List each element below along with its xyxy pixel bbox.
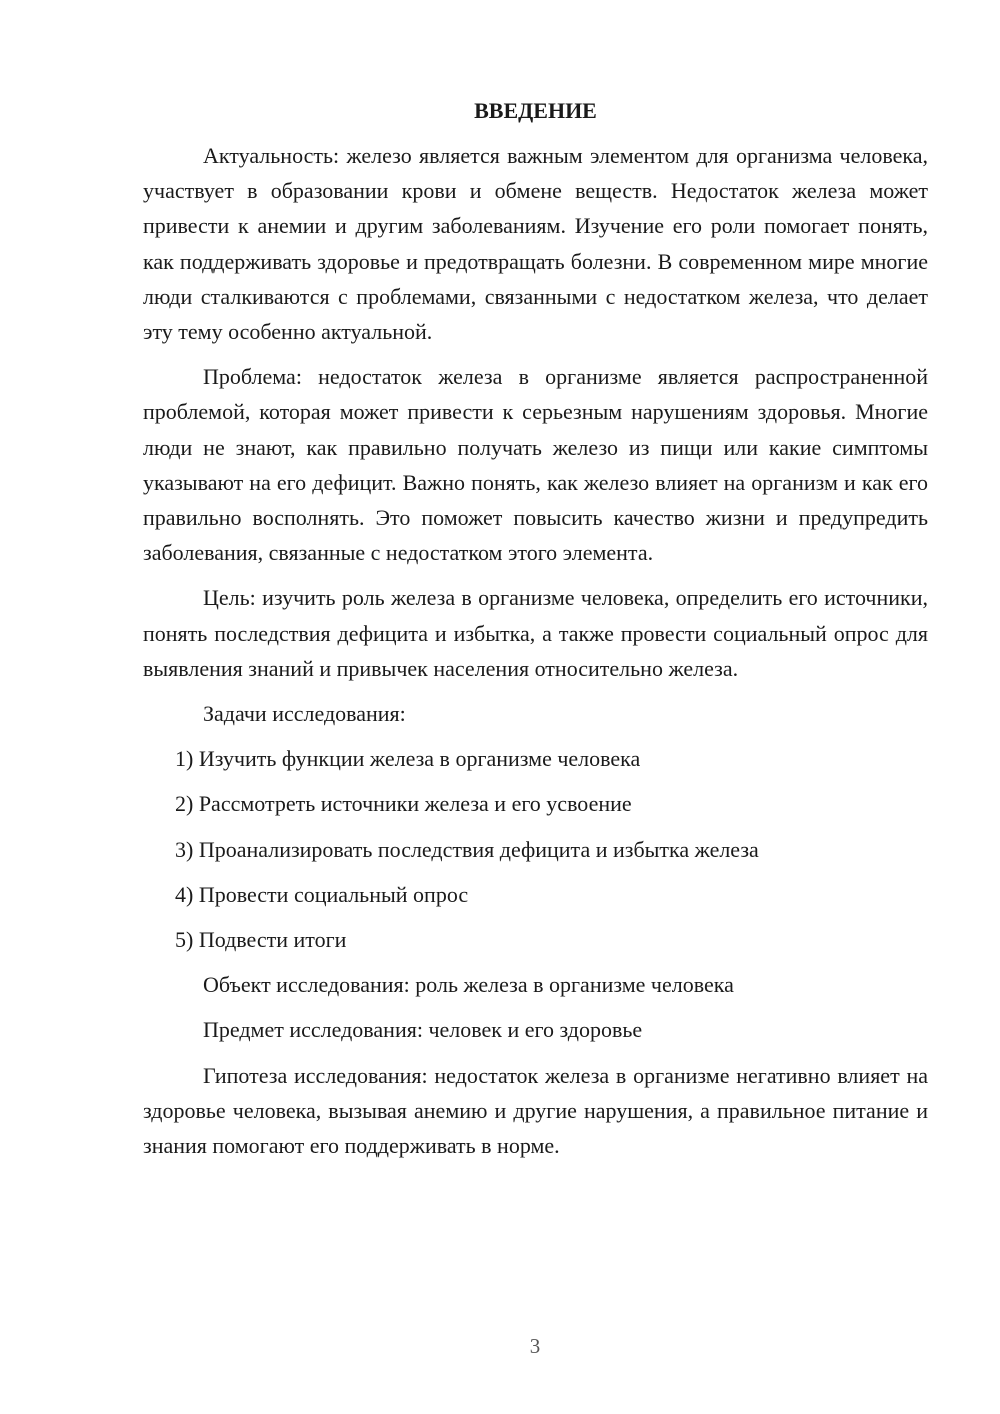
page-title: ВВЕДЕНИЕ: [474, 98, 597, 123]
tasks-list: [143, 741, 928, 957]
goal-paragraph: Цель: изучить роль железа в организме человека, определить его источники, понять последствия дефицита и избытка, а также провести социальный опрос для выявления знаний и привычек населения относительно железа.: [143, 585, 928, 681]
tasks-heading: Задачи исследования:: [203, 701, 406, 727]
hypothesis-paragraph: Гипотеза исследования: недостаток железа в организме негативно влияет на здоровье человека, вызывая анемию и другие нарушения, а правильное питание и знания помогают его поддерживать в норме.: [143, 1062, 928, 1159]
list-item: 4) Провести социальный опрос: [175, 881, 469, 907]
research-subject: Предмет исследования: человек и его здоровье: [203, 1017, 643, 1043]
relevance-paragraph: Актуальность: железо является важным элементом для организма человека, участвует в образовании крови и обмене веществ. Недостаток железа может привести к анемии и другим заболеваниям. Изучение его роли помогает понять, как поддерживать здоровье и предотвращать болезни. В современном мире многие люди сталкиваются с проблемами, связанными с недостатком железа, что делает эту тему особенно актуальной.: [143, 143, 928, 345]
list-item: 3) Проанализировать последствия дефицита и избытка железа: [175, 836, 759, 862]
research-object: Объект исследования: роль железа в организме человека: [203, 972, 734, 998]
page-content: [143, 96, 928, 1173]
list-item: 1) Изучить функции железа в организме человека: [175, 746, 641, 772]
problem-paragraph: Проблема: недостаток железа в организме является распространенной проблемой, которая может привести к серьезным нарушениям здоровья. Многие люди не знают, как правильно получать железо из пищи или какие симптомы указывают на его дефицит. Важно понять, как железо влияет на организм и как его правильно восполнять. Это поможет повысить качество жизни и предупредить заболевания, связанные с недостатком этого элемента.: [143, 364, 928, 566]
list-item: 2) Рассмотреть источники железа и его усвоение: [175, 791, 632, 817]
page-number: 3: [529, 1334, 541, 1358]
list-item: 5) Подвести итоги: [175, 927, 347, 953]
